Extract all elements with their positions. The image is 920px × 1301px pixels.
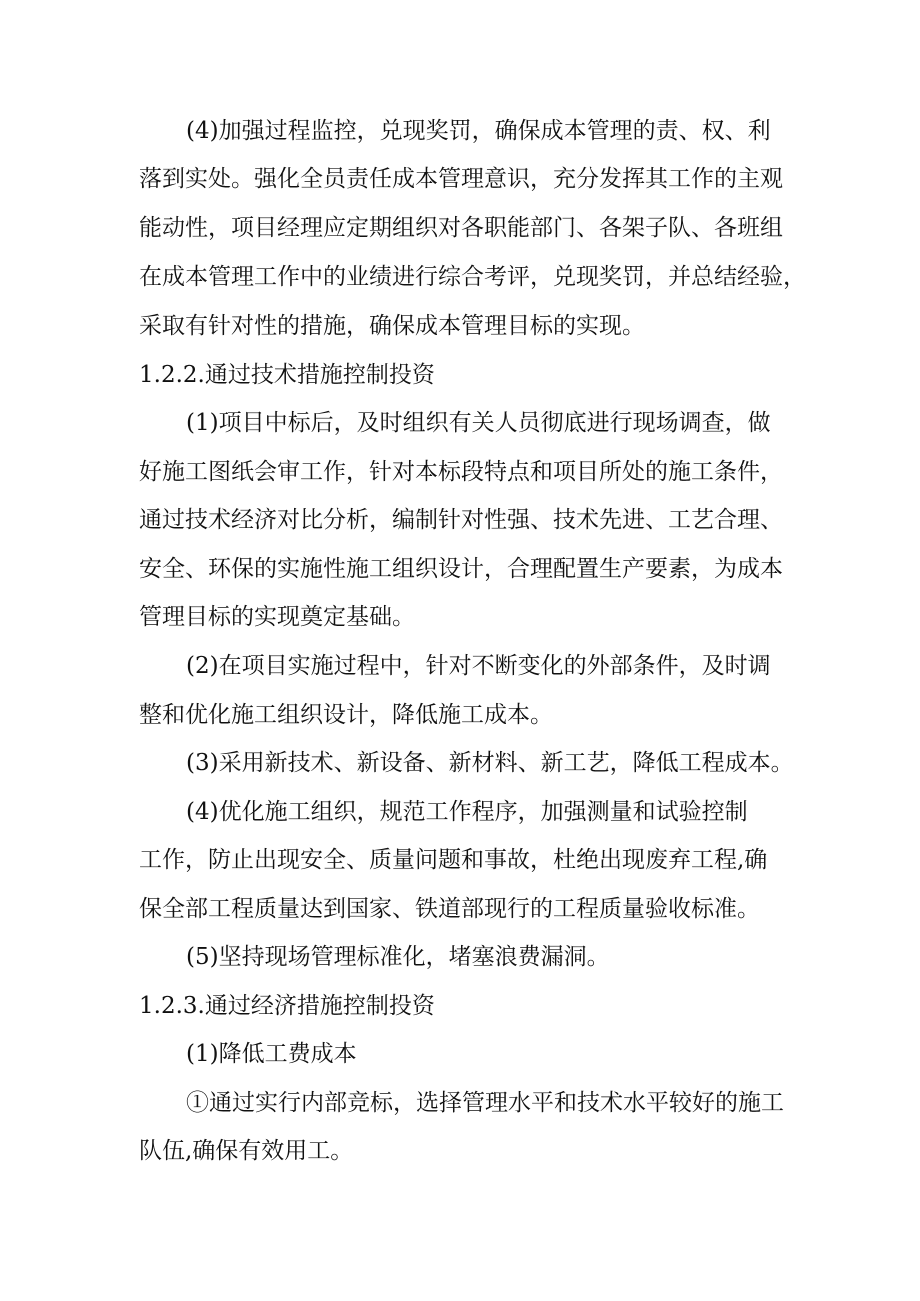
tech-item-1-line-5: 管理目标的实现奠定基础。 bbox=[139, 604, 415, 630]
tech-item-4-line-3: 保全部工程质量达到国家、铁道部现行的工程质量验收标准。 bbox=[139, 896, 760, 922]
tech-item-1-line-2: 好施工图纸会审工作，针对本标段特点和项目所处的施工条件， bbox=[139, 459, 783, 485]
paragraph-4-line-3: 能动性，项目经理应定期组织对各职能部门、各架子队、各班组 bbox=[139, 215, 783, 241]
tech-item-2-line-1: (2)在项目实施过程中，针对不断变化的外部条件，及时调 bbox=[186, 653, 771, 679]
tech-item-4-line-2: 工作，防止出现安全、质量问题和事故，杜绝出现废弃工程,确 bbox=[139, 847, 768, 873]
econ-item-1-heading: (1)降低工费成本 bbox=[186, 1041, 357, 1067]
section-heading-1-2-3: 1.2.3.通过经济措施控制投资 bbox=[139, 993, 435, 1019]
paragraph-4-line-1: (4)加强过程监控，兑现奖罚，确保成本管理的责、权、利 bbox=[186, 118, 771, 144]
section-heading-1-2-2: 1.2.2.通过技术措施控制投资 bbox=[139, 362, 435, 388]
econ-subitem-1-line-2: 队伍,确保有效用工。 bbox=[139, 1138, 354, 1164]
tech-item-3-line-1: (3)采用新技术、新设备、新材料、新工艺，降低工程成本。 bbox=[186, 750, 794, 776]
tech-item-1-line-3: 通过技术经济对比分析，编制针对性强、技术先进、工艺合理、 bbox=[139, 507, 783, 533]
tech-item-4-line-1: (4)优化施工组织，规范工作程序，加强测量和试验控制 bbox=[186, 799, 748, 825]
tech-item-1-line-1: (1)项目中标后，及时组织有关人员彻底进行现场调查，做 bbox=[186, 410, 771, 436]
paragraph-4-line-5: 采取有针对性的措施，确保成本管理目标的实现。 bbox=[139, 313, 645, 339]
tech-item-1-line-4: 安全、环保的实施性施工组织设计，合理配置生产要素，为成本 bbox=[139, 556, 783, 582]
tech-item-2-line-2: 整和优化施工组织设计，降低施工成本。 bbox=[139, 702, 553, 728]
paragraph-4-line-2: 落到实处。强化全员责任成本管理意识，充分发挥其工作的主观 bbox=[139, 166, 783, 192]
paragraph-4-line-4: 在成本管理工作中的业绩进行综合考评，兑现奖罚，并总结经验， bbox=[139, 264, 806, 290]
tech-item-5-line-1: (5)坚持现场管理标准化，堵塞浪费漏洞。 bbox=[186, 944, 610, 970]
econ-subitem-1-line-1: ①通过实行内部竞标，选择管理水平和技术水平较好的施工 bbox=[186, 1090, 784, 1116]
